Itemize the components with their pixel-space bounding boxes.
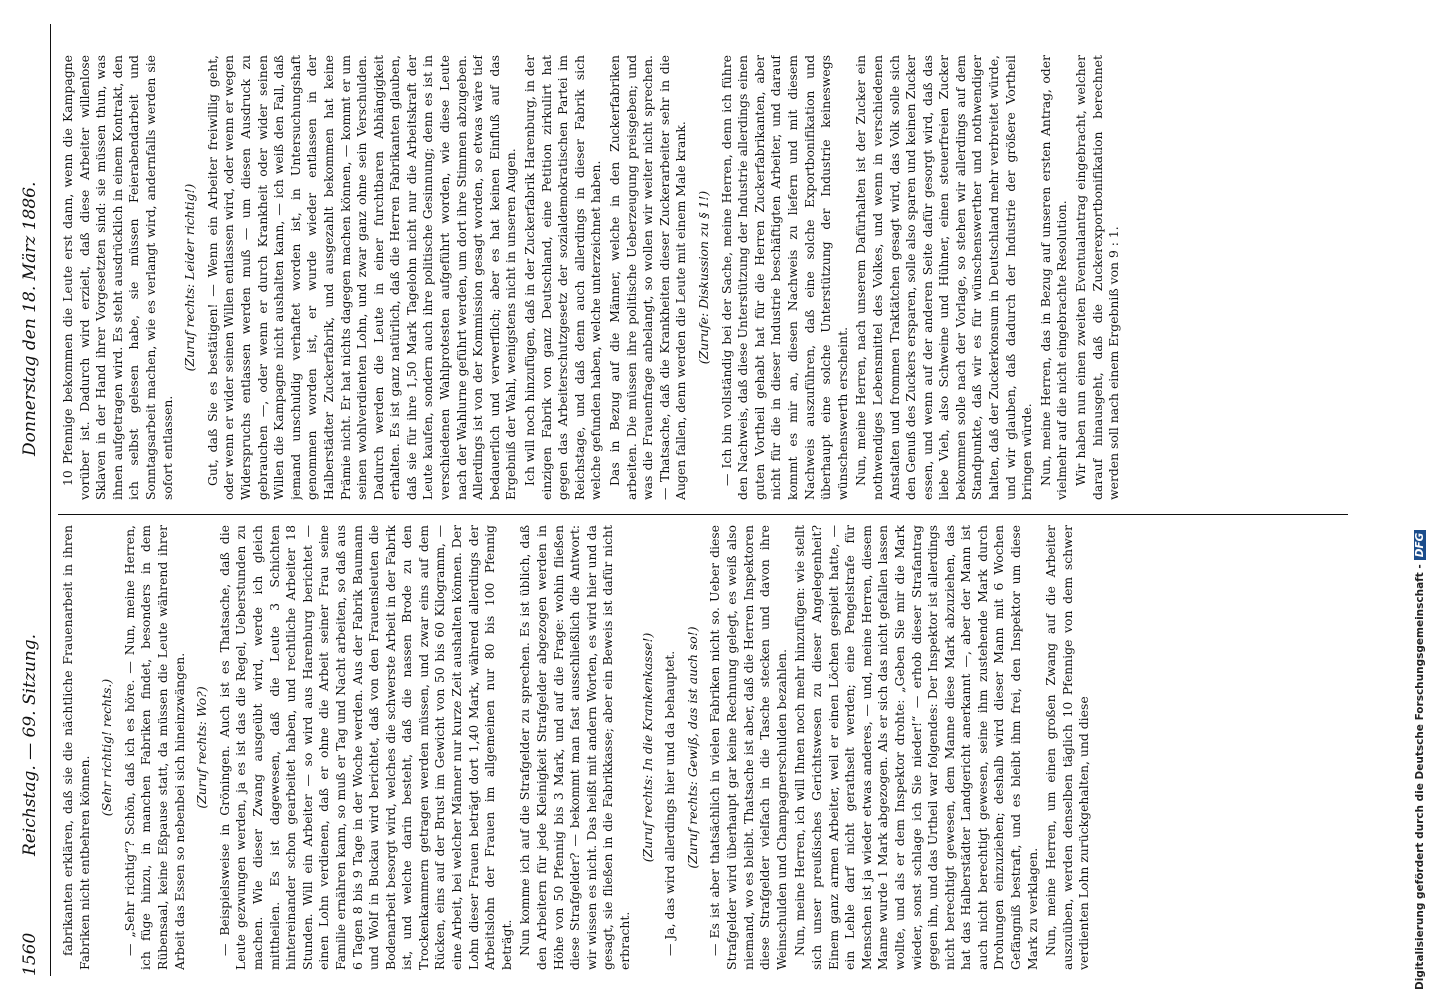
paragraph: — Es ist aber thatsächlich in vielen Fabriken nicht so. Ueber diese Strafgelder wird überhaupt gar keine Rechnung gelegt, es weiß also niemand, wo es bleibt. Thatsache ist aber, daß die Herren Inspektoren diese Strafgelder vielfach in die Tasche stecken und davon ihre Weinschulden und Champagnerschulden bezahlen.	[707, 525, 789, 970]
page-number: 1560	[20, 932, 40, 976]
paragraph: Ich will noch hinzufügen, daß in der Zuckerfabrik Harenburg, in der einzigen Fabrik von ganz Deutschland, eine Petition zirkulirt hat gegen das Arbeiterschutzgesetz der sozialdemokratischen Partei im Reichstage, und daß denn auch allerdings in dieser Fabrik sich welche gefunden haben, welche unterzeichnet haben.	[522, 55, 604, 500]
paragraph: Nun, meine Herren, ich will Ihnen noch mehr hinzufügen: wie stellt sich unser preußisches Gerichtswesen zu dieser Angelegenheit? Einem ganz armen Arbeiter, weil er einen Löchen gespielt hatte, — ein Lehle darf nicht gerathselt werden; eine Pengelstrafe für Menschen ist ja wieder etwas anderes, — und, meine Herren, diesem Manne wurde 1 Mark abgezogen. Als er sich das nicht gefallen lassen wollte, und als er dem Inspektor drohte: „Geben Sie mir die Mark wieder, sonst schlage ich Sie nieder!“ — erhob dieser Strafantrag gegen ihn, und das Urtheil war folgendes: Der Inspektor ist allerdings nicht berechtigt gewesen, dem Manne diese Mark abzuziehen, das hat das Halberstädter Landgericht anerkannt —, aber der Mann ist auch nicht berechtigt gewesen, seine ihm zustehende Mark durch Drohungen einzuziehen; deshalb wird dieser Mann mit 6 Wochen Gefängniß bestraft, und es bleibt ihm frei, den Inspektor um diese Mark zu verklagen.	[792, 525, 1040, 970]
paragraph: — Ja, das wird allerdings hier und da behauptet.	[662, 650, 678, 956]
interjection: (Zuruf rechts: Leider richtig!)	[182, 183, 198, 372]
paragraph: Nun komme ich auf die Strafgelder zu sprechen. Es ist üblich, daß den Arbeitern für jede Kleinigkeit Strafgelder abgezogen werden in Höhe von 50 Pfennig bis 3 Mark, und auf die Frage: wohin fließen diese Strafgelder? — bekommt man fast ausschließlich die Antwort: wir wissen es nicht. Das heißt mit andern Worten, es wird hier und da gesagt, sie fließen in die Fabrikkasse; aber ein Beweis ist dafür nicht erbracht.	[517, 525, 632, 970]
paragraph: 10 Pfennige bekommen die Leute erst dann, wenn die Kampagne vorüber ist. Dadurch wird erzielt, daß diese Arbeiter willenlose Sklaven in der Hand ihrer Vorgesetzten sind: sie müssen thun, was ihnen aufgetragen wird. Es steht ausdrücklich in einem Kontrakt, den ich selbst gelesen habe, sie müssen Feierabendarbeit und Sonntagsarbeit machen, wie es verlangt wird, andernfalls werden sie sofort entlassen.	[60, 55, 175, 500]
dfg-logo: DFG	[1414, 530, 1426, 561]
interjection: (Zurufe: Diskussion zu § 1!)	[695, 190, 711, 365]
paragraph: — „Sehr richtig“? Schön, daß ich es höre. — Nun, meine Herren, ich füge hinzu, in manchen Fabriken findet, besonders in dem Rübensaal, keine Eßpause statt, da müssen die Leute während ihrer Arbeit das Essen so nebenbei sich hineinzwängen.	[121, 525, 187, 970]
interjection: (Zuruf rechts: Gewiß, das ist auch so!)	[684, 626, 700, 869]
interjection: (Zuruf rechts: Wo?)	[194, 686, 210, 809]
digitization-credit	[1412, 0, 1432, 1000]
running-header	[20, 20, 46, 976]
paragraph: Gut, daß Sie es bestätigen! — Wenn ein Arbeiter freiwillig geht, oder wenn er wider seinen Willen entlassen wird, oder wenn er wegen Widerspruchs entlassen werden muß — um diesen Ausdruck zu gebrauchen —, oder wenn er durch Krankheit oder wider seinen Willen die Kampagne nicht aushalten kann, — ich weiß den Fall, daß jemand unschuldig verhaftet worden ist, in Untersuchungshaft genommen worden ist, er wurde wieder entlassen in der Halberstädter Zuckerfabrik, und ausgezahlt bekommen hat keine Prämie nicht. Er hat nichts dagegen machen können, — kommt er um seinen wohlverdienten Lohn, und zwar ganz ohne sein Verschulden. Dadurch werden die Leute in einer furchtbaren Abhängigkeit erhalten. Es ist ganz natürlich, daß die Herren Fabrikanten glauben, daß sie für ihre 1,50 Mark Tagelohn nicht nur die Arbeitskraft der Leute kaufen, sondern auch ihre politische Gesinnung; denn es ist in verschiedenen Wahlprotesten aufgeführt worden, wie diese Leute nach der Wahlurne geführt werden, um dort ihre Stimmen abzugeben. Allerdings ist von der Kommission gesagt worden, so etwas wäre tief bedauerlich und verwerflich; aber es hat keinen Einfluß auf das Ergebniß der Wahl, wenigstens nicht in unseren Augen.	[204, 55, 519, 500]
paragraph: Das in Bezug auf die Männer, welche in den Zuckerfabriken arbeiten. Die müssen ihre politische Ueberzeugung preisgeben; und was die Frauenfrage anbelangt, so wollen wir weiter nicht sprechen. — Thatsache, daß die Krankheiten dieser Zuckerarbeiter sehr in die Augen fallen, denn werden die Leute mit einem Male krank.	[607, 55, 689, 500]
paragraph: Nun, meine Herren, um einen großen Zwang auf die Arbeiter auszuüben, werden denselben täglich 10 Pfennige von dem schwer verdienten Lohn zurückgehalten, und diese	[1043, 525, 1092, 970]
interjection: (Sehr richtig! rechts.)	[99, 678, 115, 817]
header-date: Donnerstag den 18. März 1886.	[20, 181, 40, 456]
header-rule	[50, 24, 51, 976]
interjection: (Zuruf rechts: In die Krankenkasse!)	[639, 632, 655, 863]
paragraph: — Ich bin vollständig bei der Sache, meine Herren, denn ich führe den Nachweis, daß diese Unterstützung der Industrie allerdings einen guten Vortheil gehabt hat für die Herren Zuckerfabrikanten, aber nicht für die in dieser Industrie beschäftigten Arbeiter, und darauf kommt es mir an, diesen Nachweis zu liefern und mit diesem Nachweis auszuführen, daß eine solche Exportbonifikation und überhaupt eine solche Unterstützung der Industrie keineswegs wünschenswerth erscheint.	[718, 55, 850, 500]
credit-text: Digitalisierung gefördert durch die Deutsche Forschungsgemeinschaft -	[1414, 564, 1426, 990]
column-divider	[58, 514, 1348, 515]
paragraph: Nun, meine Herren, nach unserem Dafürhalten ist der Zucker ein nothwendiges Lebensmittel des Volkes, und wenn in verschiedenen Anstalten und frommen Traktätchen gesagt wird, das Volk solle sich den Genuß des Zuckers ersparen, solle also sparen und keinen Zucker essen, und wenn auf der anderen Seite dafür gesorgt wird, daß das liebe Vieh, also Schweine und Hühner, einen steuerfreien Zucker bekommen solle nach der Vorlage, so stehen wir allerdings auf dem Standpunkte, daß wir es für wünschenswerther und nothwendiger halten, daß der Zuckerkonsum in Deutschland mehr verbreitet würde, und wir glauben, daß dadurch der Industrie der größere Vortheil bringen würde.	[853, 55, 1035, 500]
paragraph: Nun, meine Herren, das in Bezug auf unseren ersten Antrag, oder vielmehr auf die nicht eingebrachte Resolution.	[1037, 55, 1070, 500]
text-column-right	[60, 55, 1360, 500]
paragraph: — Beispielsweise in Gröningen. Auch ist es Thatsache, daß die Leute gezwungen werden, ja es ist das die Regel, Ueberstunden zu machen. Wie dieser Zwang ausgeübt wird, werde ich gleich mittheilen. Es ist dagewesen, daß die Leute 3 Schichten hintereinander schon gearbeitet haben, und rechtliche Arbeiter 18 Stunden. Will ein Arbeiter — so wird aus Harenburg berichtet — einen Lohn verdienen, daß er ohne die Arbeit seiner Frau seine Familie ernähren kann, so muß er Tag und Nacht arbeiten, so daß aus 6 Tagen 8 bis 9 Tage in der Woche werden. Aus der Fabrik Baumann und Wolf in Buckau wird berichtet, daß von den Frauensleuten die Bodenarbeit besorgt wird, welches die schwerste Arbeit in der Fabrik ist, und welche darin besteht, daß die nassen Brode zu den Trockenkammern getragen werden müssen, und zwar eins auf dem Rücken, eins auf der Brust im Gewicht von 50 bis 60 Kilogramm, — eine Arbeit, bei welcher Männer nur kurze Zeit aushalten können. Der Lohn dieser Frauen beträgt dort 1,40 Mark, während allerdings der Arbeitslohn der Frauen im allgemeinen nur 80 bis 100 Pfennig beträgt.	[216, 525, 514, 970]
header-session: Reichstag. — 69. Sitzung.	[20, 633, 40, 856]
text-column-left	[60, 525, 1360, 970]
paragraph: fabrikanten erklären, daß sie die nächtliche Frauenarbeit in ihren Fabriken nicht entbehren können.	[60, 525, 92, 970]
paragraph: Wir haben nun einen zweiten Eventualantrag eingebracht, welcher darauf hinausgeht, daß die Zuckerexportbonifikation berechnet werden soll nach einem Ergebniß von 9 : 1.	[1073, 55, 1122, 500]
